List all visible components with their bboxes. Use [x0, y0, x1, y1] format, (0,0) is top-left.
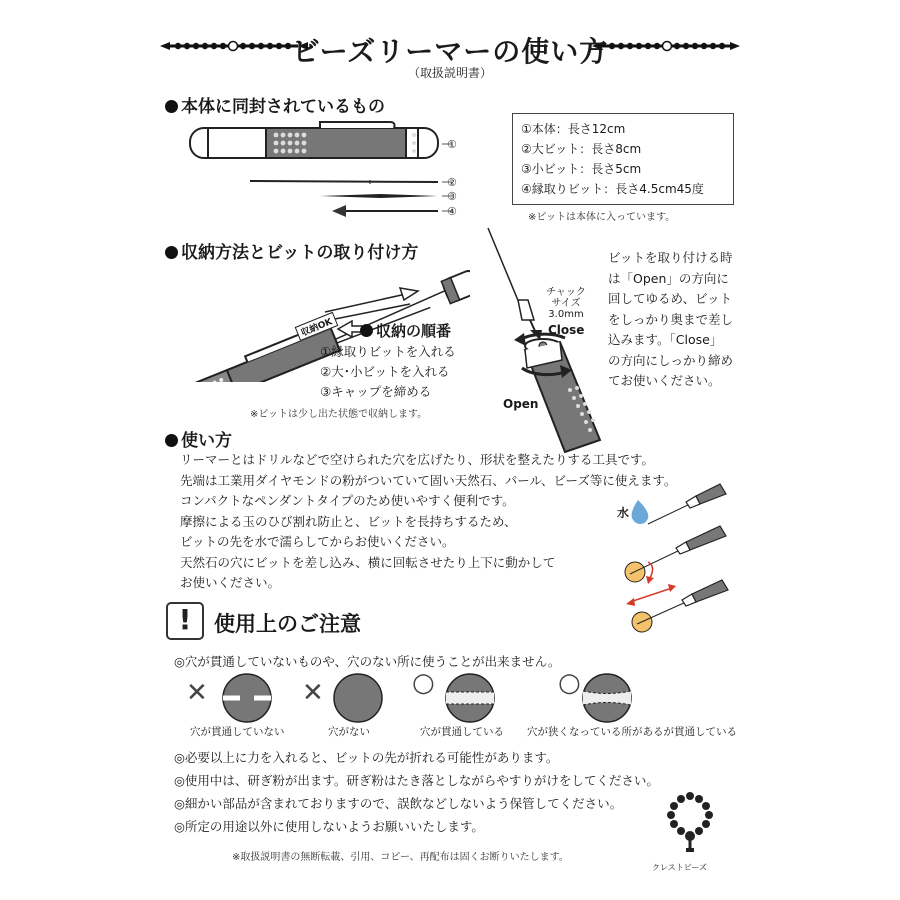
ok-mark-2: ○ [558, 668, 581, 698]
caution-note: ◎使用中は、研ぎ粉が出ます。研ぎ粉はたき落としながらやすりがけをしてください。 [174, 773, 659, 788]
spec-line: ④縁取りビット：長さ4.5cm45度 [521, 182, 704, 196]
caution-note: ◎所定の用途以外に使用しないようお願いいたします。 [174, 819, 484, 834]
storage-step-2: ②大･小ビットを入れる [320, 364, 450, 379]
small-bit-illustration [320, 194, 438, 198]
contents-heading: 本体に同封されているもの [165, 92, 385, 117]
page-title: ビーズリーマーの使い方 [291, 35, 609, 68]
bullet-dot-icon [165, 100, 178, 113]
open-label: Open [503, 397, 539, 411]
storage-heading: 収納方法とビットの取り付け方 [165, 238, 418, 263]
usage-text: リーマーとはドリルなどで空けられた穴を広げたり、形状を整えたりする工具です。 先端は工業用ダイヤモンドの粉がついていて固い天然石、パール、ビーズ等に使えます。 コンパクトなペンダントタイプのため使いやすく便利です。 摩擦による玉のひび割れ防止と、ビットを長持ちするため、 ビットの先を水で濡らしてからお使いください。 天然石の穴にビットを差し込み、横に回転させたり上下に動かして お使いください。 [180, 452, 677, 590]
example-no-hole [334, 674, 382, 722]
warning-icon: ! [166, 602, 204, 640]
insert-arrows [325, 288, 418, 320]
ng-mark-2: ✕ [302, 678, 324, 708]
water-drop-icon [632, 500, 649, 524]
copyright-note: ※取扱説明書の無断転載、引用、コピー、再配布は固くお断りいたします。 [232, 852, 569, 863]
caution-note: ◎細かい部品が含まれておりますので、誤飲などしないよう保管してください。 [174, 796, 623, 811]
caution-notes [174, 746, 659, 838]
bullet-dot-icon [360, 324, 373, 337]
callout-4: ④ [447, 205, 457, 218]
storage-ok-label: 収納OK [295, 312, 338, 341]
brand-name: クレストビーズ [652, 863, 708, 872]
storage-note: ※ビットは少し出た状態で収納します。 [250, 409, 428, 420]
example-through [446, 674, 494, 722]
example-label-1: 穴が貫通していない [190, 726, 285, 738]
example-not-through [223, 674, 271, 722]
edge-bit-illustration [332, 205, 438, 217]
callout-3: ③ [447, 190, 457, 203]
caution-heading: 使用上のご注意 [214, 612, 361, 636]
large-bit-illustration [250, 180, 438, 184]
example-narrow-through [583, 674, 631, 722]
bit-attach-illustration [470, 220, 605, 460]
spec-note: ※ビットは本体に入っています。 [528, 212, 676, 223]
storage-step-3: ③キャップを締める [320, 384, 432, 399]
caution-note: ◎必要以上に力を入れると、ビットの先が折れる可能性があります。 [174, 750, 559, 765]
pen-rotate-illustration [625, 526, 726, 584]
usage-illustration [600, 478, 730, 638]
usage-heading: 使い方 [165, 426, 232, 451]
pen-updown-illustration [626, 580, 728, 632]
spec-line: ③小ビット：長さ5cm [521, 162, 642, 176]
storage-step-1: ①縁取りビットを入れる [320, 344, 456, 359]
bullet-dot-icon [165, 434, 178, 447]
caution-first-note: ◎穴が貫通していないものや、穴のない所に使うことが出来ません。 [174, 654, 561, 669]
close-label: Close [548, 323, 585, 337]
ng-mark-1: ✕ [186, 678, 208, 708]
storage-order-heading: 収納の順番 [360, 320, 451, 341]
ok-mark-1: ○ [412, 668, 435, 698]
attach-instructions: ビットを取り付ける時 は「Open」の方向に 回してゆるめ、ビット をしっかり奥まで差し 込みます。「Close」 の方向にしっかり締め てお使いください。 [608, 250, 734, 388]
example-label-3: 穴が貫通している [420, 726, 504, 738]
example-label-2: 穴がない [328, 726, 370, 738]
example-label-4: 穴が狭くなっている所があるが貫通している [527, 726, 737, 738]
spec-line: ②大ビット：長さ8cm [521, 142, 642, 156]
page-subtitle: （取扱説明書） [407, 66, 492, 80]
water-label: 水 [617, 506, 630, 520]
pen-body-illustration [190, 122, 438, 158]
pen-tip-illustration [525, 339, 600, 452]
spec-line: ①本体：長さ12cm [521, 122, 626, 136]
insert-arrow [530, 320, 542, 340]
pen-wet-illustration [648, 484, 726, 524]
callout-1: ① [447, 138, 457, 151]
included-parts-illustration [180, 118, 470, 228]
spec-box [512, 113, 734, 205]
chuck-size-label: チャック サイズ 3.0mm [546, 287, 586, 320]
callout-2: ② [447, 176, 457, 189]
bead-bracelet-logo [660, 790, 720, 860]
bullet-dot-icon [165, 246, 178, 259]
